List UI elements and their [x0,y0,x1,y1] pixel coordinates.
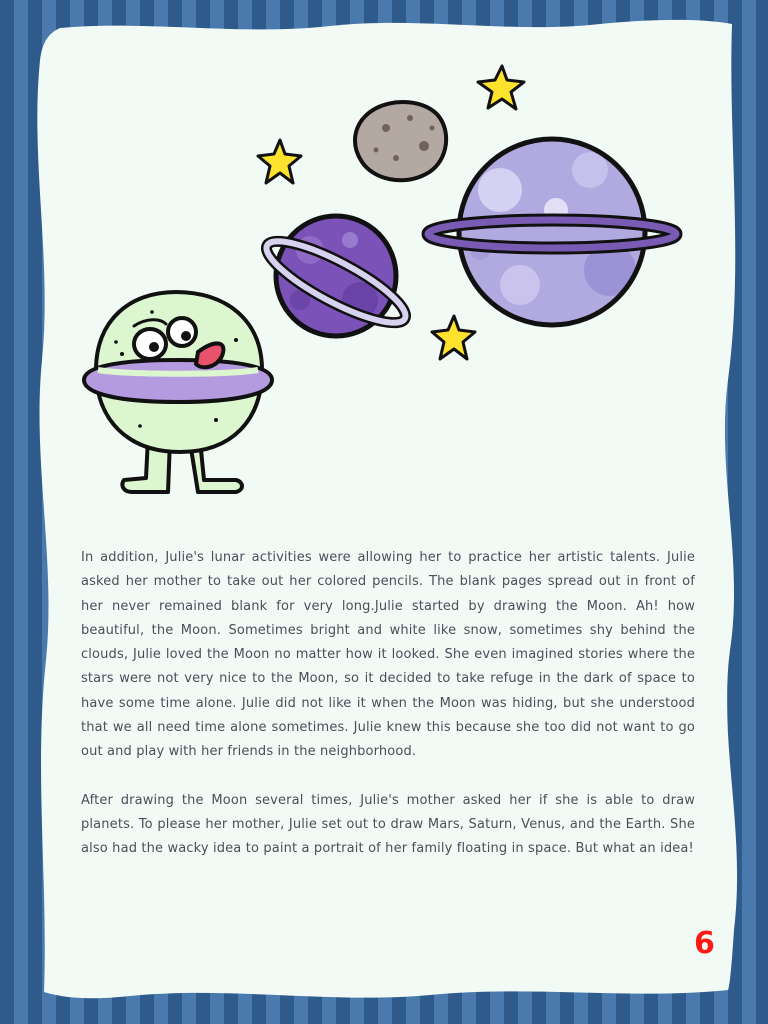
star-icon [478,66,524,109]
ringed-planet-purple-icon [258,216,415,336]
alien-planet-character [84,292,272,492]
story-text [81,546,695,886]
star-icon [432,316,475,359]
ringed-planet-lavender-icon [428,139,676,325]
story-paragraph: After drawing the Moon several times, Julie's mother asked her if she is able to draw planets. To please her mother, Julie set out to draw Mars, Saturn, Venus, and the Earth. She also had the wacky idea to paint a portrait of her family floating in space. But what an idea! [81,792,695,857]
moon-icon [355,102,446,180]
page-number: 6 [694,926,715,961]
story-paragraph: In addition, Julie's lunar activities were allowing her to practice her artistic talents. Julie asked her mother to take out her colored pencils. The blank pages spread out in front of her never remained blank for very long.Julie started by drawing the Moon. Ah! how beautiful, the Moon. Sometimes bright and white like snow, sometimes shy behind the clouds, Julie loved the Moon no matter how it looked. She even imagined stories where the stars were not very nice to the Moon, so it decided to take refuge in the dark of space to have some time alone. Julie did not like it when the Moon was hiding, but she understood that we all need time alone sometimes. Julie knew this because she too did not want to go out and play with her friends in the neighborhood. [81,550,695,760]
star-icon [258,140,301,183]
